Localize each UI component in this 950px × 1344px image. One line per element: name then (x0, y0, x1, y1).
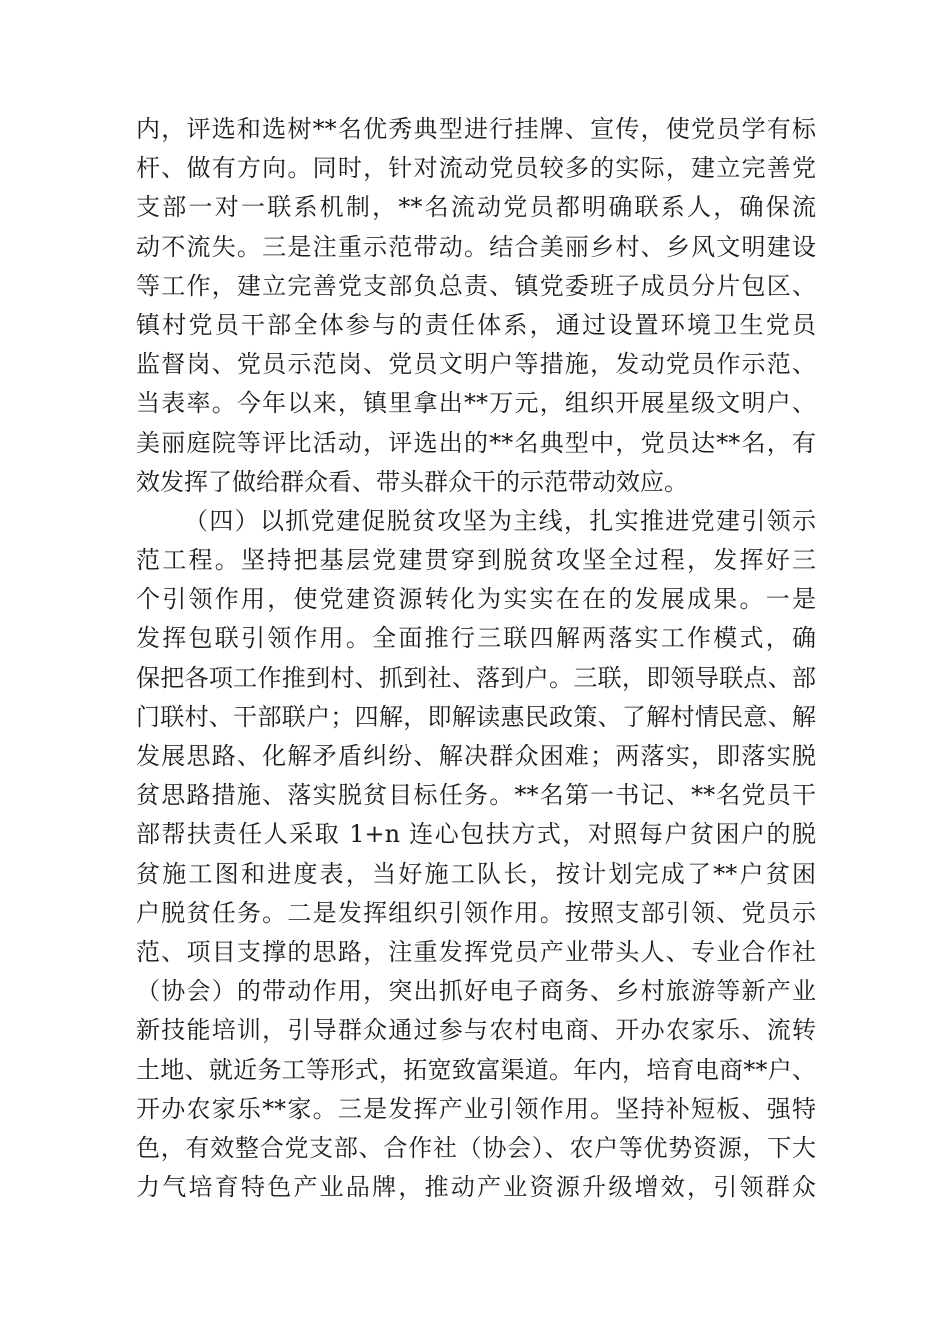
text-line: 户脱贫任务。二是发挥组织引领作用。按照支部引领、党员示 (136, 898, 816, 927)
text-line: 开办农家乐**家。三是发挥产业引领作用。坚持补短板、强特 (136, 1094, 816, 1123)
text-line: 保把各项工作推到村、抓到社、落到户。三联，即领导联点、部 (136, 663, 816, 692)
text-line: 部帮扶责任人采取 1+n 连心包扶方式，对照每户贫困户的脱 (136, 820, 816, 849)
text-line: 力气培育特色产业品牌，推动产业资源升级增效，引领群众 (136, 1173, 816, 1202)
body-text (136, 110, 816, 1207)
text-line: 杆、做有方向。同时，针对流动党员较多的实际，建立完善党 (136, 154, 816, 183)
text-line: 发挥包联引领作用。全面推行三联四解两落实工作模式，确 (136, 624, 816, 653)
text-line: 新技能培训，引导群众通过参与农村电商、开办农家乐、流转 (136, 1016, 816, 1045)
text-line: （协会）的带动作用，突出抓好电子商务、乡村旅游等新产业 (136, 977, 816, 1006)
text-line: 色，有效整合党支部、合作社（协会）、农户等优势资源，下大 (136, 1133, 816, 1162)
text-line: 门联村、干部联户；四解，即解读惠民政策、了解村情民意、解 (136, 702, 816, 731)
text-line: 支部一对一联系机制，**名流动党员都明确联系人，确保流 (136, 193, 816, 222)
text-line: 发展思路、化解矛盾纠纷、解决群众困难；两落实，即落实脱 (136, 742, 816, 770)
text-line: 贫施工图和进度表，当好施工队长，按计划完成了**户贫困 (136, 859, 816, 888)
text-line: 动不流失。三是注重示范带动。结合美丽乡村、乡风文明建设 (136, 232, 816, 261)
text-line: 土地、就近务工等形式，拓宽致富渠道。年内，培育电商**户、 (136, 1055, 816, 1084)
text-line: 贫思路措施、落实脱贫目标任务。**名第一书记、**名党员干 (136, 781, 816, 810)
text-line: 个引领作用，使党建资源转化为实实在在的发展成果。一是 (136, 585, 816, 614)
text-line: 监督岗、党员示范岗、党员文明户等措施，发动党员作示范、 (136, 350, 816, 379)
text-line: 等工作，建立完善党支部负总责、镇党委班子成员分片包区、 (136, 271, 816, 300)
text-line: 范工程。坚持把基层党建贯穿到脱贫攻坚全过程，发挥好三 (136, 546, 816, 575)
text-line: 内，评选和选树**名优秀典型进行挂牌、宣传，使党员学有标 (136, 115, 816, 143)
paragraph-end-line: 效发挥了做给群众看、带头群众干的示范带动效应。 (136, 467, 688, 496)
text-line: 范、项目支撑的思路，注重发挥党员产业带头人、专业合作社 (136, 937, 816, 966)
text-line: 美丽庭院等评比活动，评选出的**名典型中，党员达**名，有 (136, 428, 816, 457)
text-line: 镇村党员干部全体参与的责任体系，通过设置环境卫生党员 (136, 310, 816, 339)
section-heading-line: （四）以抓党建促脱贫攻坚为主线，扎实推进党建引领示 (184, 506, 816, 535)
text-line: 当表率。今年以来，镇里拿出**万元，组织开展星级文明户、 (136, 389, 816, 418)
